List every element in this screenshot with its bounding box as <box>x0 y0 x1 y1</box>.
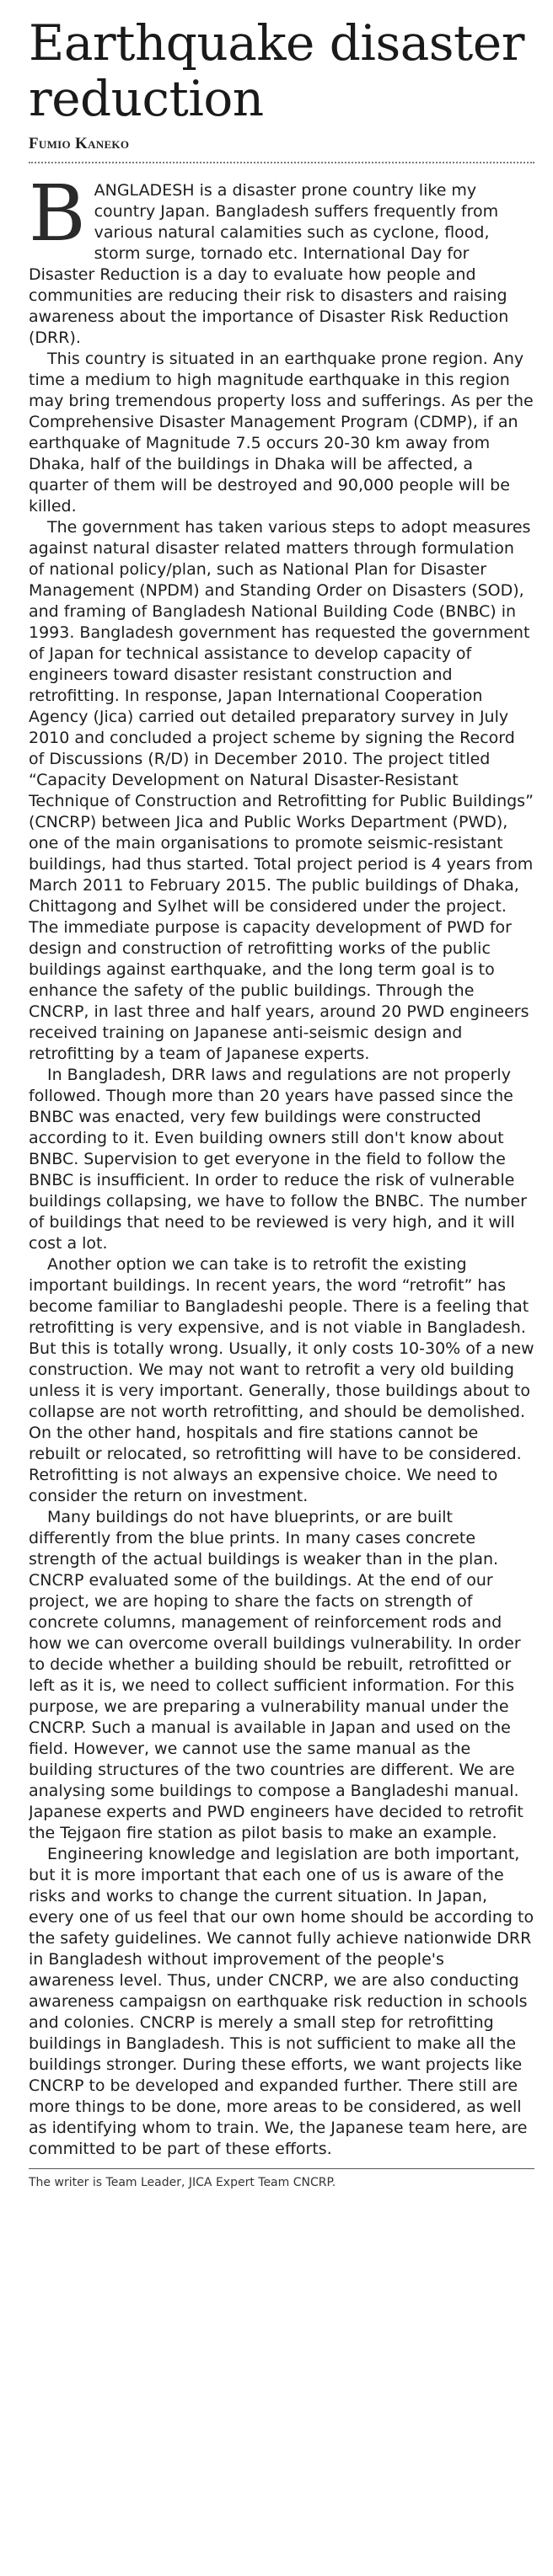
body-paragraph: The government has taken various steps to adopt measures against natural disaster related matters through formulation of national policy/plan, such as National Plan for Disaster Management (NPDM) and Standing Order on Disasters (SOD), and framing of Bangladesh National Building Code (BNBC) in 1993. Bangladesh government has requested the government of Japan for technical assistance to develop capacity of engineers toward disaster resistant construction and retrofitting. In response, Japan International Cooperation Agency (Jica) carried out detailed preparatory survey in July 2010 and concluded a project scheme by signing the Record of Discussions (R/D) in December 2010. The project titled “Capacity Development on Natural Disaster-Resistant Technique of Construction and Retrofitting for Public Buildings” (CNCRP) between Jica and Public Works Department (PWD), one of the main organisations to promote seismic-resistant buildings, had thus started. Total project period is 4 years from March 2011 to February 2015. The public buildings of Dhaka, Chittagong and Sylhet will be considered under the project. The immediate purpose is capacity development of PWD for design and construction of retrofitting works of the public buildings against earthquake, and the long term goal is to enhance the safety of the public buildings. Through the CNCRP, in last three and half years, around 20 PWD engineers received training on Japanese anti-seismic design and retrofitting by a team of Japanese experts. <box>29 518 534 1063</box>
lead-paragraph <box>29 168 534 349</box>
body-paragraph: Many buildings do not have blueprints, or are built differently from the blue prints. In many cases concrete strength of the actual buildings is weaker than in the plan. CNCRP evaluated some of the buildings. At the end of our project, we are hoping to share the facts on strength of concrete columns, management of reinforcement rods and how we can overcome overall buildings vulnerability. In order to decide whether a building should be rebuilt, retrofitted or left as it is, we need to collect sufficient information. For this purpose, we are preparing a vulnerability manual under the CNCRP. Such a manual is available in Japan and used on the field. However, we cannot use the same manual as the building structures of the two countries are different. We are analysing some buildings to compose a Bangladeshi manual. Japanese experts and PWD engineers have decided to retrofit the Tejgaon fire station as pilot basis to make an example. <box>29 1508 523 1842</box>
lead-paragraph-text: is a disaster prone country like my country Japan. Bangladesh suffers frequently from various natural calamities such as cyclone, flood, storm surge, tornado etc. International Day for Disaster Reduction is a day to evaluate how people and communities are reducing their risk to disasters and raising awareness about the importance of Disaster Risk Reduction (DRR). <box>29 181 509 347</box>
author-footnote: The writer is Team Leader, JICA Expert Team CNCRP. <box>29 2176 336 2189</box>
lead-capitalized-word: ANGLADESH <box>94 181 195 200</box>
footnote-divider <box>29 2168 534 2169</box>
body-paragraph: Another option we can take is to retrofit the existing important buildings. In recent years, the word “retrofit” has become familiar to Bangladeshi people. There is a feeling that retrofitting is very expensive, and is not viable in Bangladesh. But this is totally wrong. Usually, it only costs 10-30% of a new construction. We may not want to retrofit a very old building unless it is very important. Generally, those buildings about to collapse are not worth retrofitting, and should be demolished. On the other hand, hospitals and fire stations cannot be rebuilt or relocated, so retrofitting will have to be considered. Retrofitting is not always an expensive choice. We need to consider the return on investment. <box>29 1255 534 1505</box>
body-paragraph: In Bangladesh, DRR laws and regulations are not properly followed. Though more than 20 years have passed since the BNBC was enacted, very few buildings were constructed according to it. Even building owners still don't know about BNBC. Supervision to get everyone in the field to follow the BNBC is insufficient. In order to reduce the risk of vulnerable buildings collapsing, we have to follow the BNBC. The number of buildings that need to be reviewed is very high, and it will cost a lot. <box>29 1066 527 1253</box>
headline: Earthquake disaster reduction <box>29 15 524 127</box>
body-paragraph: Engineering knowledge and legislation are both important, but it is more important that each one of us is aware of the risks and works to change the current situation. In Japan, every one of us feel that our own home should be according to the safety guidelines. We cannot fully achieve nationwide DRR in Bangladesh without improvement of the people's awareness level. Thus, under CNCRP, we are also conducting awareness campaigsn on earthquake risk reduction in schools and colonies. CNCRP is merely a small step for retrofitting buildings in Bangladesh. This is not sufficient to make all the buildings stronger. During these efforts, we want projects like CNCRP to be developed and expanded further. There still are more things to be done, more areas to be considered, as well as identifying whom to train. We, the Japanese team here, are committed to be part of these efforts. <box>29 1845 534 2158</box>
article-body <box>29 168 534 2160</box>
byline: Fumio Kaneko <box>29 135 130 152</box>
body-paragraph: This country is situated in an earthquake prone region. Any time a medium to high magnitude earthquake in this region may bring tremendous property loss and sufferings. As per the Comprehensive Disaster Management Program (CDMP), if an earthquake of Magnitude 7.5 occurs 20-30 km away from Dhaka, half of the buildings in Dhaka will be affected, a quarter of them will be destroyed and 90,000 people will be killed. <box>29 350 534 516</box>
article <box>29 15 534 2559</box>
drop-cap: B <box>29 168 86 259</box>
byline-divider <box>29 162 534 163</box>
